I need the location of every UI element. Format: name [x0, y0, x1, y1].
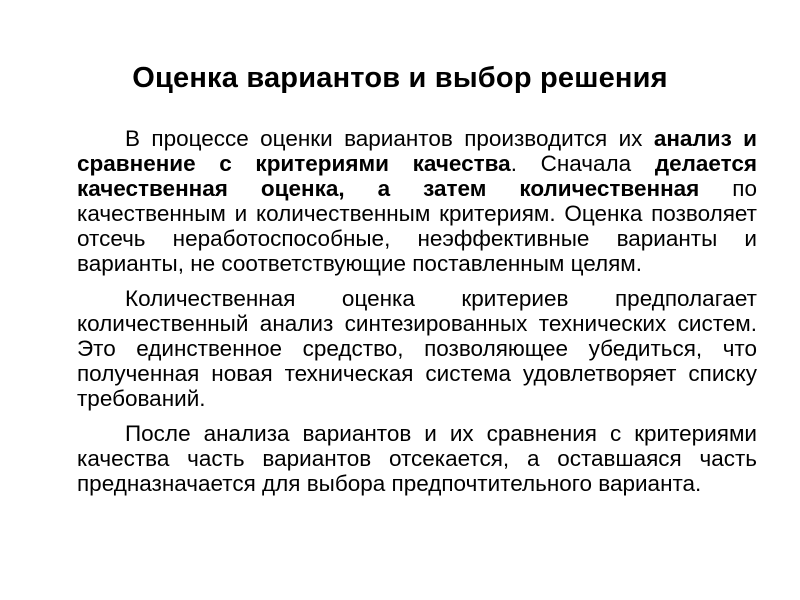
paragraph-1-bold-2: делается качественная оценка, а затем количественная: [77, 151, 757, 201]
paragraph-1-text-1: В процессе оценки вариантов производится их: [125, 126, 654, 151]
paragraph-1-text-3: по качественным и количественным критериям. Оценка позволяет отсечь неработоспособные, неэффективные варианты и варианты, не соответствующие поставленным целям.: [77, 176, 757, 276]
paragraph-1-text-2: . Сначала: [510, 151, 655, 176]
slide-title: Оценка вариантов и выбор решения: [132, 62, 668, 94]
paragraph-1: [77, 126, 757, 276]
paragraph-2: Количественная оценка критериев предполагает количественный анализ синтезированных технических систем. Это единственное средство, позволяющее убедиться, что полученная новая техническая система удовлетворяет списку требований.: [77, 286, 757, 411]
paragraph-3: После анализа вариантов и их сравнения с критериями качества часть вариантов отсекается, а оставшаяся часть предназначается для выбора предпочтительного варианта.: [77, 421, 757, 496]
paragraph-1-bold-1: анализ и сравнение с критериями качества: [77, 126, 757, 176]
slide-body: [77, 126, 757, 506]
